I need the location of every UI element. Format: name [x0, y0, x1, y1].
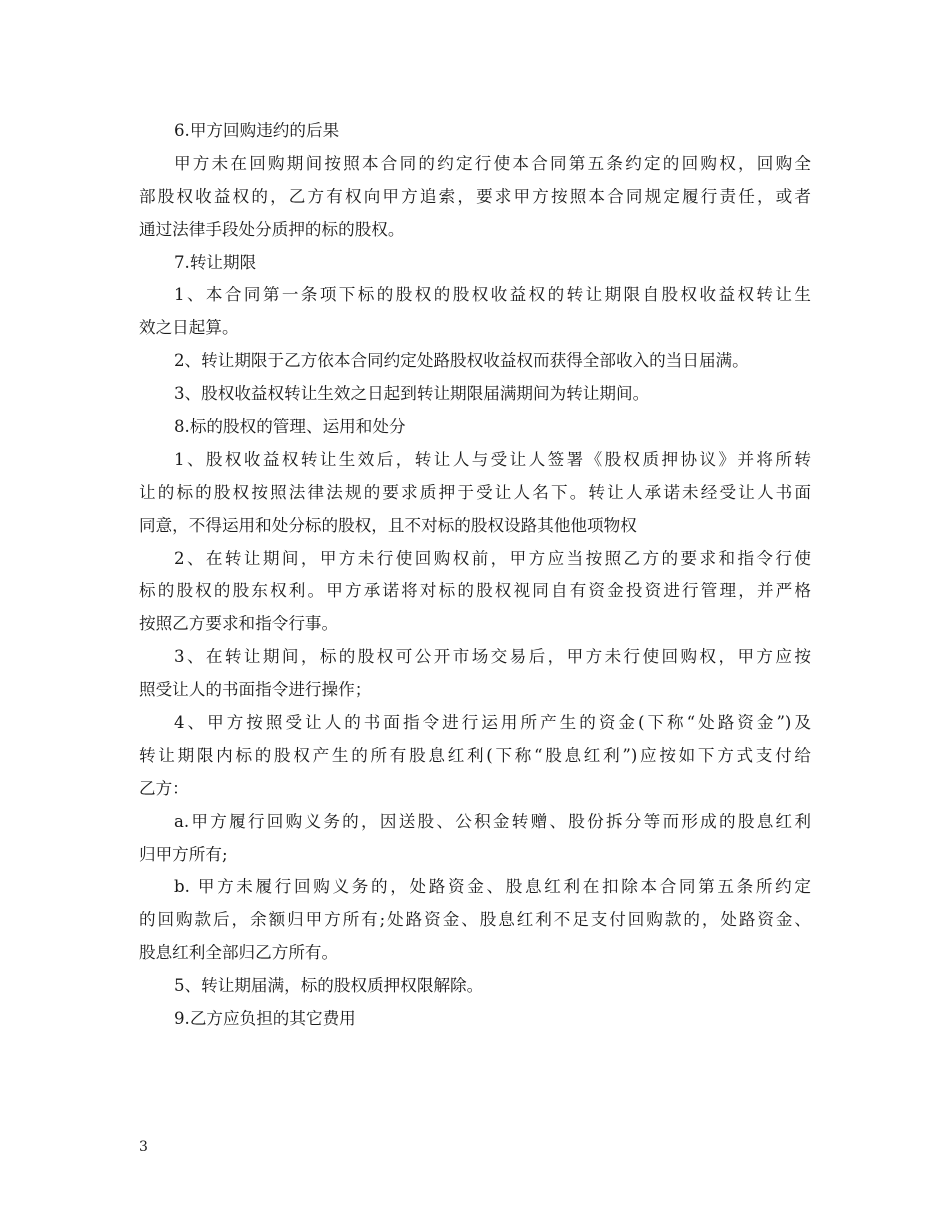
paragraph-line: 照受让人的书面指令进行操作； — [139, 680, 372, 700]
paragraph-line: 1、股权收益权转让生效后，转让人与受让人签署《股权质押协议》并将所转 — [174, 449, 811, 469]
paragraph-line: 的回购款后，余额归甲方所有;处路资金、股息红利不足支付回购款的，处路资金、 — [139, 910, 811, 930]
paragraph-line: 标的股权的股东权利。甲方承诺将对标的股权视同自有资金投资进行管理，并严格 — [139, 581, 811, 601]
paragraph-line: 3、股权收益权转让生效之日起到转让期限届满期间为转让期间。 — [174, 384, 650, 404]
paragraph-line: 4、甲方按照受让人的书面指令进行运用所产生的资金(下称“处路资金”)及 — [174, 713, 811, 733]
paragraph-line: 让的标的股权按照法律法规的要求质押于受让人名下。转让人承诺未经受让人书面 — [139, 482, 811, 502]
paragraph-line: 5、转让期届满，标的股权质押权限解除。 — [174, 976, 484, 996]
paragraph-line: 同意，不得运用和处分标的股权，且不对标的股权设路其他他项物权 — [139, 515, 637, 535]
paragraph-line: 效之日起算。 — [139, 318, 239, 338]
page-number: 3 — [139, 1139, 148, 1155]
paragraph-line: 3、在转让期间，标的股权可公开市场交易后，甲方未行使回购权，甲方应按 — [174, 647, 811, 667]
paragraph-line: 股息红利全部归乙方所有。 — [139, 943, 339, 963]
section-heading-7: 7.转让期限 — [174, 252, 257, 272]
paragraph-line: 转让期限内标的股权产生的所有股息红利(下称“股息红利”)应按如下方式支付给 — [139, 745, 811, 765]
paragraph-line: 乙方： — [139, 778, 189, 798]
paragraph-line: 归甲方所有; — [139, 844, 228, 864]
paragraph-line: 部股权收益权的，乙方有权向甲方追索，要求甲方按照本合同规定履行责任，或者 — [139, 186, 811, 206]
paragraph-line: 按照乙方要求和指令行事。 — [139, 614, 339, 634]
section-heading-9: 9.乙方应负担的其它费用 — [174, 1009, 356, 1029]
paragraph-line: 1、本合同第一条项下标的股权的股权收益权的转让期限自股权收益权转让生 — [174, 285, 811, 305]
paragraph-line: b. 甲方未履行回购义务的，处路资金、股息红利在扣除本合同第五条所约定 — [174, 877, 811, 897]
section-heading-8: 8.标的股权的管理、运用和处分 — [174, 417, 406, 437]
paragraph-line: 2、在转让期间，甲方未行使回购权前，甲方应当按照乙方的要求和指令行使 — [174, 548, 811, 568]
paragraph-line: 通过法律手段处分质押的标的股权。 — [139, 219, 405, 239]
document-body — [139, 115, 811, 1036]
paragraph-line: a.甲方履行回购义务的，因送股、公积金转赠、股份拆分等而形成的股息红利 — [174, 811, 811, 831]
paragraph-line: 甲方未在回购期间按照本合同的约定行使本合同第五条约定的回购权，回购全 — [174, 153, 811, 173]
section-heading-6: 6.甲方回购违约的后果 — [174, 121, 340, 140]
paragraph-line: 2、转让期限于乙方依本合同约定处路股权收益权而获得全部收入的当日届满。 — [174, 351, 749, 371]
